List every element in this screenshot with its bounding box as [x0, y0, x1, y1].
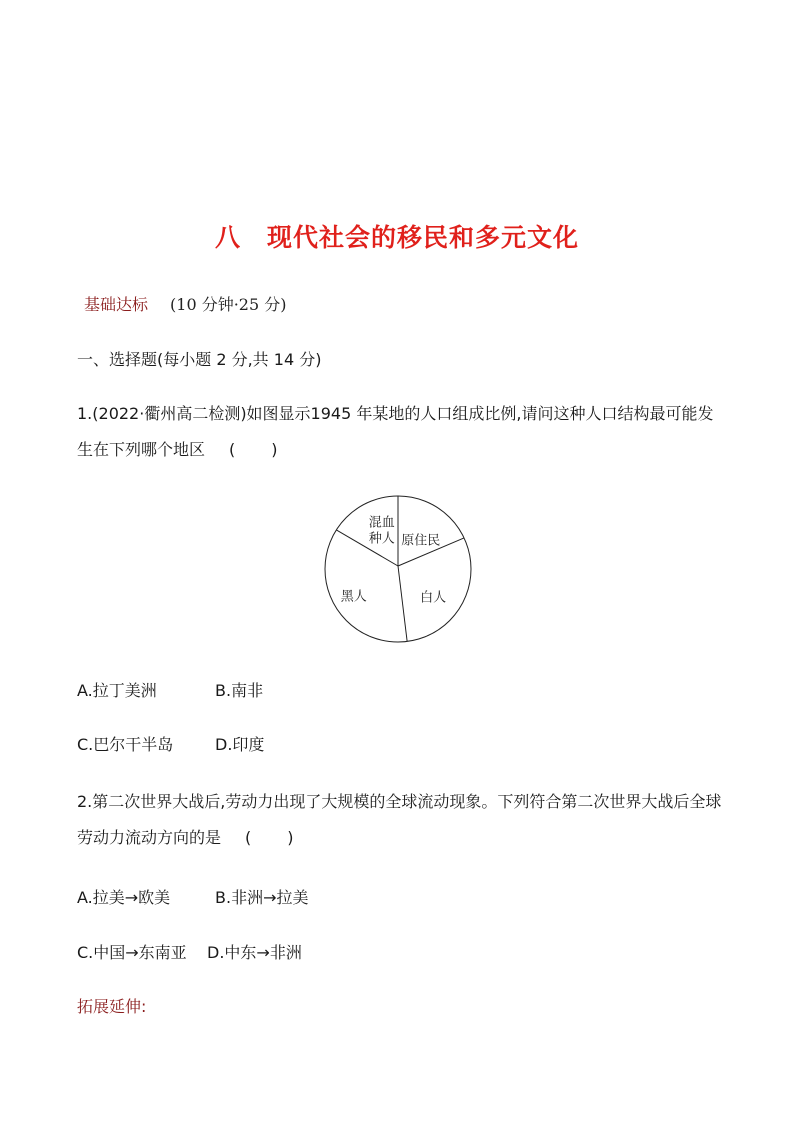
question-1-option-a[interactable]: A.拉丁美洲: [77, 681, 157, 700]
question-2: [77, 784, 722, 856]
question-1-option-b[interactable]: B.南非: [215, 681, 264, 700]
section-label: 基础达标: [84, 295, 149, 314]
pie-chart-svg: [322, 493, 474, 645]
question-2-text: 2.第二次世界大战后,劳动力出现了大规模的全球流动现象。下列符合第二次世界大战后全球劳动力流动方向的是: [77, 792, 722, 847]
pie-slice-label-3-line-0: 混血: [368, 515, 395, 531]
pie-slice-label-3-line-1: 种人: [368, 531, 395, 547]
part-heading: 一、选择题(每小题 2 分,共 14 分): [77, 350, 322, 369]
pie-chart: [322, 493, 474, 645]
question-1: [77, 396, 722, 468]
section-row: [84, 292, 286, 315]
pie-slice-label-1: 白人: [420, 590, 447, 606]
question-1-option-c[interactable]: C.巴尔干半岛: [77, 735, 174, 754]
question-1-options-row-2: [77, 732, 264, 755]
question-2-option-a[interactable]: A.拉美→欧美: [77, 888, 171, 907]
question-2-answer-paren: ( ): [245, 828, 304, 847]
question-2-option-b[interactable]: B.非洲→拉美: [215, 888, 309, 907]
section-time: (10 分钟·25 分): [170, 295, 287, 314]
question-2-options-row-1: [77, 885, 308, 908]
question-1-option-d[interactable]: D.印度: [215, 735, 265, 754]
question-2-option-d[interactable]: D.中东→非洲: [207, 943, 302, 962]
question-2-options-row-2: [77, 940, 302, 963]
question-1-text: 1.(2022·衢州高二检测)如图显示1945 年某地的人口组成比例,请问这种人口结构最可能发生在下列哪个地区: [77, 404, 714, 459]
pie-slice-label-0: 原住民: [401, 533, 441, 549]
page-title: 八 现代社会的移民和多元文化: [214, 223, 579, 252]
question-1-options-row-1: [77, 678, 263, 701]
pie-slice-label-2: 黑人: [340, 589, 367, 605]
extension-label: 拓展延伸:: [77, 997, 147, 1016]
question-2-option-c[interactable]: C.中国→东南亚: [77, 943, 187, 962]
question-1-answer-paren: ( ): [229, 440, 288, 459]
